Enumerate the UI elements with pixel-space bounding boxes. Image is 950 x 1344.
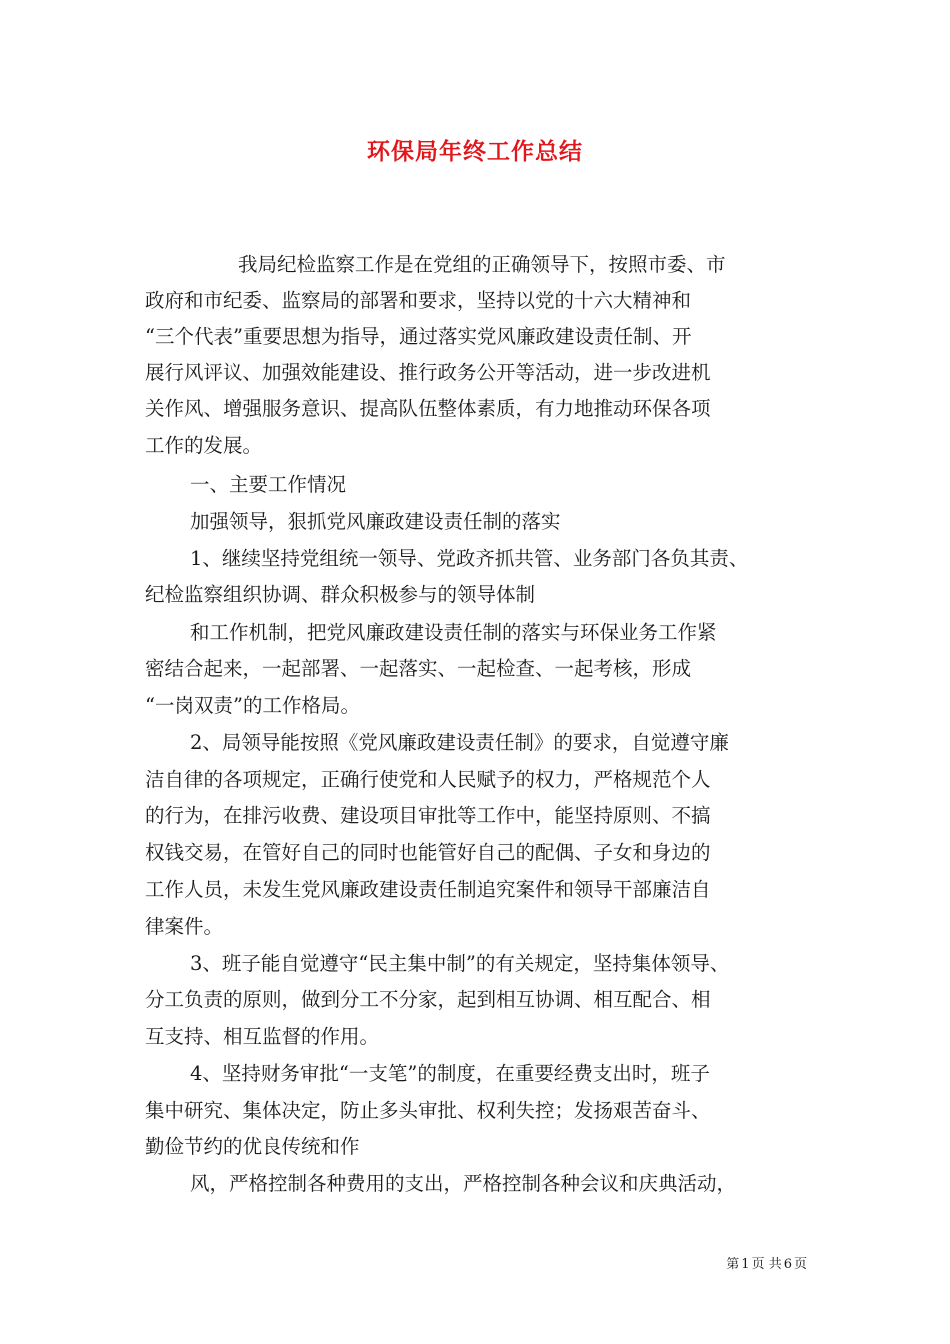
body-line: 展行风评议、加强效能建设、推行政务公开等活动，进一步改进机 <box>145 361 711 384</box>
body-line: “三个代表”重要思想为指导，通过落实党风廉政建设责任制、开 <box>145 325 692 348</box>
body-line: 权钱交易，在管好自己的同时也能管好自己的配偶、子女和身边的 <box>145 841 711 864</box>
section-heading: 一、主要工作情况 <box>190 473 347 496</box>
body-line: 勤俭节约的优良传统和作 <box>145 1135 360 1158</box>
current-page-number: 1 <box>741 1257 750 1272</box>
total-pages-number: 6 <box>783 1257 792 1272</box>
page-number-footer <box>725 1253 808 1272</box>
footer-prefix: 第 <box>726 1257 740 1272</box>
document-title: 环保局年终工作总结 <box>367 138 583 165</box>
body-line: 4、坚持财务审批“一支笔”的制度，在重要经费支出时，班子 <box>190 1062 710 1085</box>
body-line: 互支持、相互监督的作用。 <box>145 1025 380 1048</box>
body-line: 工作人员，未发生党风廉政建设责任制追究案件和领导干部廉洁自 <box>145 878 711 901</box>
body-line: 1、继续坚持党组统一领导、党政齐抓共管、业务部门各负其责、 <box>190 547 749 570</box>
footer-suffix: 页 <box>793 1257 807 1272</box>
body-line: 3、班子能自觉遵守“民主集中制”的有关规定，坚持集体领导、 <box>190 952 730 975</box>
body-line: 和工作机制，把党风廉政建设责任制的落实与环保业务工作紧 <box>190 621 717 644</box>
body-line: 律案件。 <box>145 915 224 938</box>
body-line: 纪检监察组织协调、群众积极参与的领导体制 <box>145 583 536 606</box>
body-line: 分工负责的原则，做到分工不分家，起到相互协调、相互配合、相 <box>145 988 711 1011</box>
footer-middle: 页 共 <box>751 1257 782 1272</box>
body-line: 我局纪检监察工作是在党组的正确领导下，按照市委、市 <box>238 253 726 276</box>
body-line: 政府和市纪委、监察局的部署和要求，坚持以党的十六大精神和 <box>145 289 692 312</box>
body-line: 洁自律的各项规定，正确行使党和人民赋予的权力，严格规范个人 <box>145 768 711 791</box>
body-line: 的行为，在排污收费、建设项目审批等工作中，能坚持原则、不搞 <box>145 804 711 827</box>
body-line: 密结合起来，一起部署、一起落实、一起检查、一起考核，形成 <box>145 657 692 680</box>
body-line: 集中研究、集体决定，防止多头审批、权利失控；发扬艰苦奋斗、 <box>145 1099 711 1122</box>
body-line: 工作的发展。 <box>145 434 263 457</box>
body-line: 关作风、增强服务意识、提高队伍整体素质，有力地推动环保各项 <box>145 397 711 420</box>
subsection-heading: 加强领导，狠抓党风廉政建设责任制的落实 <box>190 510 561 533</box>
body-line: “一岗双责”的工作格局。 <box>145 694 360 717</box>
body-line: 风，严格控制各种费用的支出，严格控制各种会议和庆典活动， <box>190 1172 737 1195</box>
body-line: 2、局领导能按照《党风廉政建设责任制》的要求，自觉遵守廉 <box>190 731 729 754</box>
